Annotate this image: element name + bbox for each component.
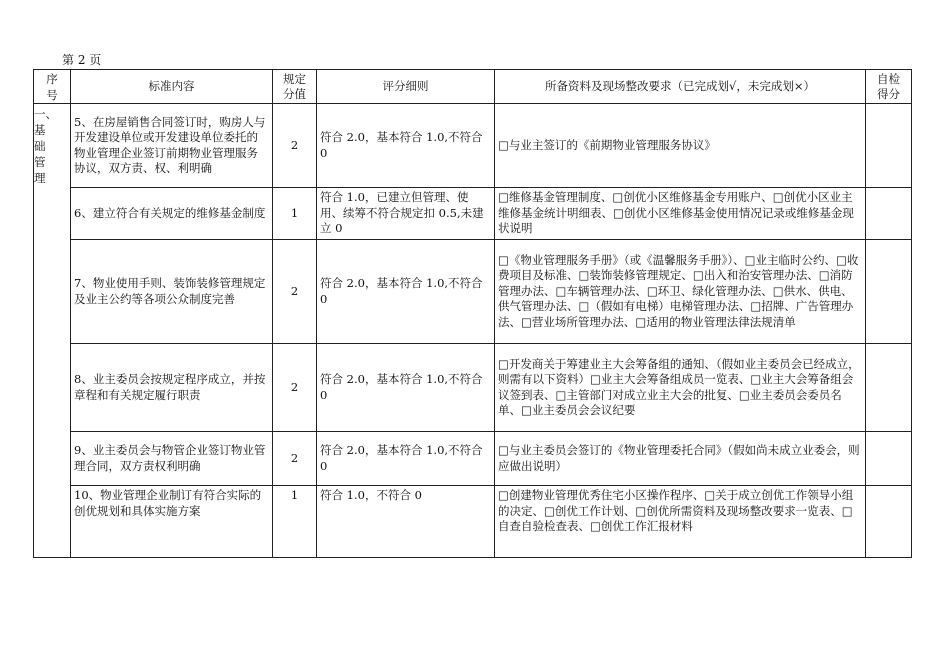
self-score-cell bbox=[866, 486, 912, 558]
table-row bbox=[34, 486, 912, 558]
standard-cell: 7、物业使用手则、装饰装修管理规定及业主公约等各项公众制度完善 bbox=[71, 240, 273, 344]
section-label: 一、基础管理 bbox=[34, 104, 71, 558]
self-score-cell bbox=[866, 432, 912, 486]
standard-cell: 10、物业管理企业制订有符合实际的创优规划和具体实施方案 bbox=[71, 486, 273, 558]
standard-cell: 8、业主委员会按规定程序成立，并按章程和有关规定履行职责 bbox=[71, 344, 273, 432]
table-row bbox=[34, 104, 912, 188]
score-cell: 2 bbox=[273, 344, 317, 432]
standard-cell: 9、业主委员会与物管企业签订物业管理合同，双方责权利明确 bbox=[71, 432, 273, 486]
standard-cell: 5、在房屋销售合同签订时，购房人与开发建设单位或开发建设单位委托的物业管理企业签订前期物业管理服务协议，双方责、权、利明确 bbox=[71, 104, 273, 188]
requirement-cell: □《物业管理服务手册》（或《温馨服务手册》）、□业主临时公约、□收费项目及标准、□装饰装修管理规定、□出入和治安管理办法、□消防管理办法、□车辆管理办法、□环卫、绿化管理办法、□供水、供电、供气管理办法、□（假如有电梯）电梯管理办法、□招牌、广告管理办法、□营业场所管理办法、□适用的物业管理法律法规清单 bbox=[495, 240, 866, 344]
detail-cell: 符合 1.0，已建立但管理、使用、续筹不符合规定扣 0.5,未建立 0 bbox=[317, 188, 495, 240]
score-cell: 2 bbox=[273, 104, 317, 188]
detail-cell: 符合 2.0，基本符合 1.0,不符合 0 bbox=[317, 344, 495, 432]
detail-cell: 符合 2.0，基本符合 1.0,不符合 0 bbox=[317, 104, 495, 188]
standard-cell: 6、建立符合有关规定的维修基金制度 bbox=[71, 188, 273, 240]
self-score-cell bbox=[866, 188, 912, 240]
detail-cell: 符合 2.0，基本符合 1.0,不符合 0 bbox=[317, 240, 495, 344]
score-cell: 1 bbox=[273, 188, 317, 240]
requirement-cell: □与业主签订的《前期物业管理服务协议》 bbox=[495, 104, 866, 188]
header-seq: 序号 bbox=[34, 70, 71, 104]
score-cell: 1 bbox=[273, 486, 317, 558]
self-score-cell bbox=[866, 104, 912, 188]
requirement-cell: □创建物业管理优秀住宅小区操作程序、□关于成立创优工作领导小组的决定、□创优工作计划、□创优所需资料及现场整改要求一览表、□自查自验检查表、□创优工作汇报材料 bbox=[495, 486, 866, 558]
self-score-cell bbox=[866, 344, 912, 432]
standards-table bbox=[33, 69, 912, 558]
header-detail: 评分细则 bbox=[317, 70, 495, 104]
detail-cell: 符合 1.0，不符合 0 bbox=[317, 486, 495, 558]
table-row bbox=[34, 240, 912, 344]
page-label: 第 2 页 bbox=[62, 53, 102, 67]
header-score: 规定分值 bbox=[273, 70, 317, 104]
self-score-cell bbox=[866, 240, 912, 344]
requirement-cell: □维修基金管理制度、□创优小区维修基金专用账户、□创优小区业主维修基金统计明细表、□创优小区维修基金使用情况记录或维修基金现状说明 bbox=[495, 188, 866, 240]
table-row bbox=[34, 188, 912, 240]
requirement-cell: □开发商关于筹建业主大会筹备组的通知、（假如业主委员会已经成立，则需有以下资料）□业主大会筹备组成员一览表、□业主大会筹备组会议签到表、□主管部门对成立业主大会的批复、□业主委员会委员名单、□业主委员会会议纪要 bbox=[495, 344, 866, 432]
score-cell: 2 bbox=[273, 240, 317, 344]
score-cell: 2 bbox=[273, 432, 317, 486]
header-row bbox=[34, 70, 912, 104]
table-row bbox=[34, 344, 912, 432]
header-self-score: 自检得分 bbox=[866, 70, 912, 104]
requirement-cell: □与业主委员会签订的《物业管理委托合同》（假如尚未成立业委会，则应做出说明） bbox=[495, 432, 866, 486]
header-requirement: 所备资料及现场整改要求（已完成划√，未完成划×） bbox=[495, 70, 866, 104]
detail-cell: 符合 2.0，基本符合 1.0,不符合 0 bbox=[317, 432, 495, 486]
header-standard: 标准内容 bbox=[71, 70, 273, 104]
table-row bbox=[34, 432, 912, 486]
